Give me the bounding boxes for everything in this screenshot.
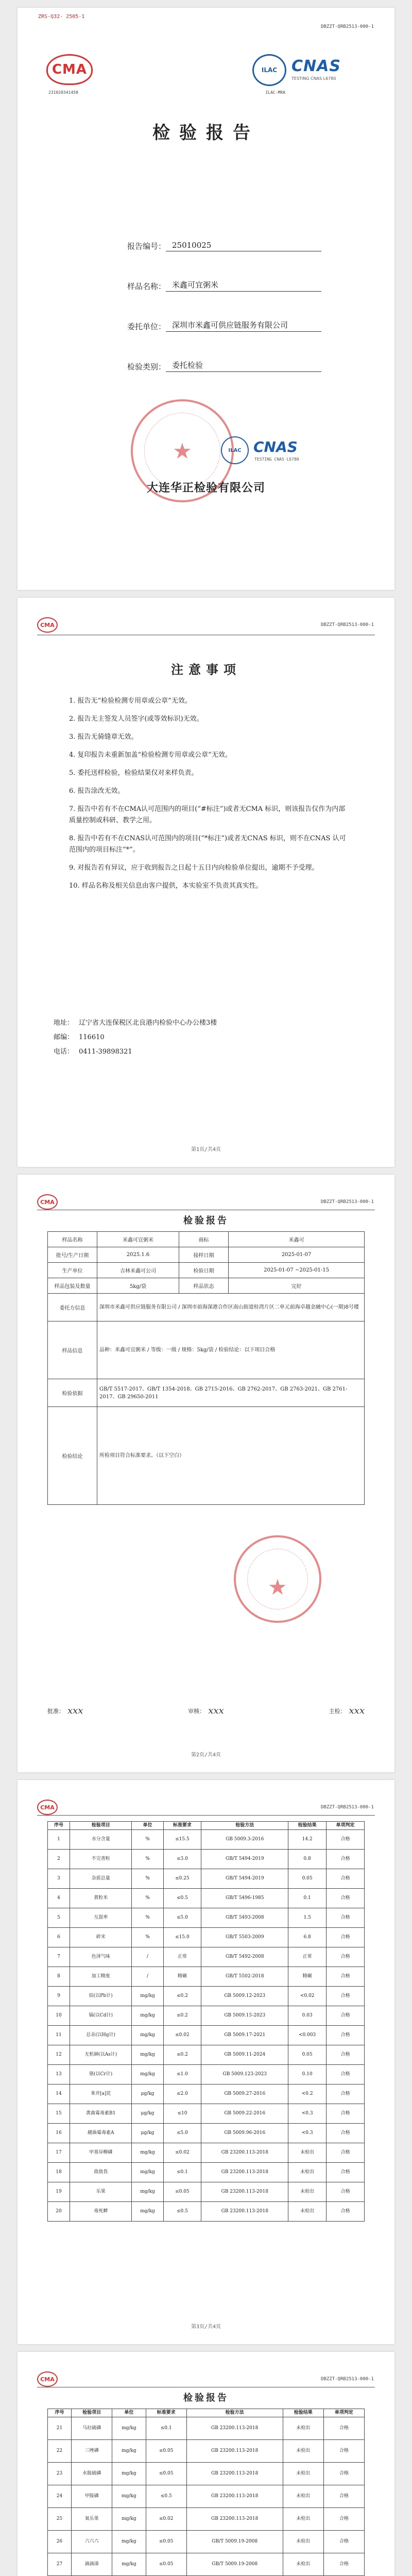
table-cell: 合格 — [327, 1908, 365, 1928]
table-cell: GB/T 5502-2018 — [201, 1967, 288, 1987]
table-cell: ≤5.0 — [163, 2124, 201, 2143]
table-cell: GB 23200.113-2018 — [186, 2463, 283, 2485]
table-cell: 黄曲霉毒素B1 — [70, 2104, 132, 2124]
table-cell: 总汞(以Hg计) — [70, 2026, 132, 2045]
table-cell: GB 5009.11-2024 — [201, 2045, 288, 2065]
table-cell: 合格 — [327, 1967, 365, 1987]
table-cell: 六六六 — [72, 2531, 112, 2553]
table-cell: 9 — [48, 1987, 70, 2006]
signature-icon: xxx — [349, 1705, 365, 1716]
list-item: 5. 委托送样检验，检验结果仅对来样负责。 — [69, 769, 198, 777]
summary-page — [18, 1175, 394, 1772]
table-cell: mg/kg — [132, 2065, 163, 2084]
table-row — [48, 2026, 365, 2045]
table-cell: 25 — [48, 2508, 72, 2531]
table-cell: mg/kg — [112, 2553, 146, 2576]
table-cell: 23 — [48, 2463, 72, 2485]
table-row: 批号/生产日期 2025.1.6 接样日期 2025-01-07 — [48, 1247, 365, 1263]
table-cell: % — [132, 1889, 163, 1908]
table-cell: 合格 — [323, 2440, 364, 2463]
cma-small-logo-icon: CMA — [37, 617, 58, 633]
table-cell: 0.05 — [288, 1869, 327, 1889]
table-cell: 不完善粒 — [70, 1850, 132, 1869]
table-cell: ≤0.05 — [163, 2182, 201, 2202]
table-cell: mg/kg — [132, 2045, 163, 2065]
table-cell: 未检出 — [283, 2463, 323, 2485]
table-cell: ≤0.02 — [163, 2143, 201, 2163]
table-cell: 13 — [48, 2065, 70, 2084]
table-cell: 合格 — [323, 2463, 364, 2485]
sheet-title: 检验报告 — [183, 2393, 229, 2403]
signer-approve: 批准： xxx — [47, 1705, 83, 1716]
table-cell: 7 — [48, 1947, 70, 1967]
table-cell: GB 5009.123-2023 — [201, 2065, 288, 2084]
header-divider — [37, 1815, 375, 1816]
table-cell: mg/kg — [112, 2485, 146, 2508]
table-cell: ≤15.5 — [163, 1830, 201, 1850]
table-cell: 21 — [48, 2417, 72, 2440]
table-cell: 17 — [48, 2143, 70, 2163]
table-cell: GB 5009.15-2023 — [201, 2006, 288, 2026]
table-row — [48, 2143, 365, 2163]
table-cell: 杂质总量 — [70, 1869, 132, 1889]
table-cell: mg/kg — [132, 1987, 163, 2006]
table-cell: GB/T 5503-2009 — [201, 1928, 288, 1947]
table-cell: 合格 — [327, 2026, 365, 2045]
company-name: 大连华正检验有限公司 — [146, 482, 265, 495]
table-row — [48, 2531, 365, 2553]
table-row — [48, 2202, 365, 2222]
cnas-caption: TESTING CNAS L6780 — [291, 76, 336, 81]
notes-list — [69, 696, 347, 899]
report-code: DBZZT-QRB2513-000-1 — [321, 1199, 374, 1205]
table-cell: 8 — [48, 1967, 70, 1987]
table-cell: 乐果 — [70, 2182, 132, 2202]
table-cell: 未检出 — [288, 2143, 327, 2163]
table-cell: 未检出 — [288, 2182, 327, 2202]
table-cell: 马拉硫磷 — [72, 2417, 112, 2440]
table-row — [48, 1928, 365, 1947]
table-cell: 黄粒米 — [70, 1889, 132, 1908]
table-cell: 3 — [48, 1869, 70, 1889]
table-cell: GB 23200.113-2018 — [186, 2417, 283, 2440]
table-cell: GB 5009.3-2016 — [201, 1830, 288, 1850]
table-cell: ≤0.1 — [146, 2417, 186, 2440]
table-cell: 未检出 — [288, 2163, 327, 2182]
table-cell: 0.1 — [288, 1889, 327, 1908]
table-cell: mg/kg — [112, 2508, 146, 2531]
table-cell: μg/kg — [132, 2124, 163, 2143]
table-cell: GB/T 5494-2019 — [201, 1850, 288, 1869]
table-cell: GB 23200.113-2018 — [186, 2440, 283, 2463]
table-row — [48, 1947, 365, 1967]
table-cell: 合格 — [327, 1987, 365, 2006]
table-row — [48, 2084, 365, 2104]
cma-logo-icon: CMA — [46, 54, 93, 85]
table-row — [48, 1889, 365, 1908]
list-item: 4. 复印报告未重新加盖“检验检测专用章或公章”无效。 — [69, 751, 232, 759]
table-cell: 甲胺磷 — [72, 2485, 112, 2508]
table-cell: ≤0.02 — [163, 2026, 201, 2045]
cma-small-logo-icon: CMA — [37, 2371, 58, 2387]
ilac-caption: ILAC-MRA — [265, 90, 285, 95]
table-cell: 0.03 — [288, 2006, 327, 2026]
table-cell: 碎米 — [70, 1928, 132, 1947]
table-cell: ≤0.25 — [163, 1869, 201, 1889]
table-cell: 合格 — [323, 2417, 364, 2440]
table-cell: 合格 — [327, 1850, 365, 1869]
table-row — [48, 2163, 365, 2182]
table-cell: 合格 — [327, 2084, 365, 2104]
table-cell: 6.8 — [288, 1928, 327, 1947]
table-cell: 合格 — [327, 2065, 365, 2084]
cover-field-report-no: 报告编号： 25010025 — [105, 211, 321, 251]
table-cell: 0.05 — [288, 2045, 327, 2065]
items-table — [47, 1821, 365, 2222]
table-cell: 未检出 — [283, 2485, 323, 2508]
table-cell: ≤3.0 — [163, 1850, 201, 1869]
table-cell: 合格 — [323, 2531, 364, 2553]
table-cell: ≤0.5 — [163, 1889, 201, 1908]
sheet-title: 检验报告 — [183, 1215, 229, 1226]
table-cell: ≤0.2 — [163, 2045, 201, 2065]
table-cell: 27 — [48, 2553, 72, 2576]
cover-field-category: 检验类别： 委托检验 — [105, 332, 321, 372]
table-row — [48, 1908, 365, 1928]
list-item: 3. 报告无骑缝章无效。 — [69, 733, 138, 741]
table-cell: 未检出 — [283, 2531, 323, 2553]
table-row — [48, 2182, 365, 2202]
table-cell: 合格 — [327, 2124, 365, 2143]
signer-review: 审核： xxx — [188, 1705, 224, 1716]
official-seal-icon — [234, 1535, 321, 1623]
table-cell: 互混率 — [70, 1908, 132, 1928]
table-cell: 12 — [48, 2045, 70, 2065]
table-cell: 镉(以Cd计) — [70, 2006, 132, 2026]
report-code-left: ZRS-Q32- 2505-1 — [38, 14, 85, 20]
table-cell: 合格 — [327, 1889, 365, 1908]
table-cell: 10 — [48, 2006, 70, 2026]
table-cell: 合格 — [327, 1830, 365, 1850]
table-cell: GB 5009.22-2016 — [201, 2104, 288, 2124]
page-number: 第3页/共4页 — [191, 2324, 221, 2330]
table-cell: ≤2.0 — [163, 2084, 201, 2104]
table-cell: GB 23200.113-2018 — [186, 2508, 283, 2531]
table-cell: mg/kg — [112, 2531, 146, 2553]
table-cell: ≤0.05 — [146, 2531, 186, 2553]
table-cell: 敌敌畏 — [70, 2163, 132, 2182]
table-row: 委托方信息 深圳市米鑫可供应链服务有限公司 / 深圳市前海深港合作区南山街道桂湾片区二单元前海卓越金融中心(一期)8号楼 — [48, 1294, 365, 1321]
table-cell: 未检出 — [283, 2553, 323, 2576]
table-cell: 合格 — [327, 2182, 365, 2202]
list-item: 7. 报告中若有不在CMA认可范围内的项目(“#标注”)或者无CMA 标识，则该报告仅作为内部质量控制或科研、教学之用。 — [69, 805, 346, 824]
table-cell: 铬(以Cr计) — [70, 2065, 132, 2084]
table-cell: GB 23200.113-2018 — [201, 2163, 288, 2182]
table-cell: 无机砷(以As计) — [70, 2045, 132, 2065]
table-cell: <0.3 — [288, 2124, 327, 2143]
table-cell: 合格 — [327, 2163, 365, 2182]
cover-page — [18, 8, 394, 590]
cma-caption: 231020341458 — [48, 90, 78, 95]
cover-field-client: 委托单位： 深圳市米鑫可供应链服务有限公司 — [105, 292, 321, 332]
table-cell: 水胺硫磷 — [72, 2463, 112, 2485]
table-cell: 6 — [48, 1928, 70, 1947]
table-cell: % — [132, 1908, 163, 1928]
table-cell: 甲基异柳磷 — [70, 2143, 132, 2163]
table-cell: GB 5009.27-2016 — [201, 2084, 288, 2104]
table-cell: 水分含量 — [70, 1830, 132, 1850]
table-row — [48, 2104, 365, 2124]
table-row: 检验依据 GB/T 5517-2017、GB/T 1354-2018、GB 2715-2016、GB 2762-2017、GB 2763-2021、GB 2761-2017、GB 29650-2011 — [48, 1379, 365, 1407]
table-cell: 18 — [48, 2163, 70, 2182]
report-code: DBZZT-QRB2513-000-1 — [321, 1805, 374, 1810]
table-cell: ≤1.0 — [163, 2065, 201, 2084]
table-cell: ≤10 — [163, 2104, 201, 2124]
table-cell: 1 — [48, 1830, 70, 1850]
cover-fields — [105, 211, 321, 372]
table-cell: <0.3 — [288, 2104, 327, 2124]
table-cell: 加工精度 — [70, 1967, 132, 1987]
table-cell: 未检出 — [283, 2508, 323, 2531]
table-cell: 16 — [48, 2124, 70, 2143]
notes-page — [18, 598, 394, 1167]
contact-postcode: 邮编： 116610 — [54, 1033, 105, 1041]
list-item: 10. 样品名称及相关信息由客户提供，本实验室不负责其真实性。 — [69, 882, 263, 890]
table-cell: 铅(以Pb计) — [70, 1987, 132, 2006]
table-cell: 合格 — [323, 2485, 364, 2508]
table-cell: 24 — [48, 2485, 72, 2508]
table-cell: GB/T 5496-1985 — [201, 1889, 288, 1908]
table-cell: mg/kg — [112, 2417, 146, 2440]
table-cell: mg/kg — [112, 2463, 146, 2485]
cover-title: 检验报告 — [152, 123, 260, 143]
table-row — [48, 2440, 365, 2463]
table-row — [48, 2124, 365, 2143]
table-cell: <0.02 — [288, 1987, 327, 2006]
table-cell: 精碾 — [288, 1967, 327, 1987]
table-cell: ≤0.5 — [163, 2202, 201, 2222]
table-cell: 正常 — [163, 1947, 201, 1967]
table-cell: GB 5009.96-2016 — [201, 2124, 288, 2143]
table-cell: 0.8 — [288, 1850, 327, 1869]
table-cell: 26 — [48, 2531, 72, 2553]
items-table — [47, 2409, 365, 2576]
items-page-2 — [18, 2352, 394, 2576]
table-cell: 14 — [48, 2084, 70, 2104]
table-cell: 毒死蜱 — [70, 2202, 132, 2222]
table-cell: mg/kg — [132, 2026, 163, 2045]
ilac-logo-small-icon: ILAC — [221, 436, 249, 464]
table-cell: GB 23200.113-2018 — [201, 2202, 288, 2222]
table-cell: 合格 — [323, 2508, 364, 2531]
table-cell: GB 5009.12-2023 — [201, 1987, 288, 2006]
table-cell: mg/kg — [132, 2202, 163, 2222]
table-cell: GB 23200.113-2018 — [201, 2182, 288, 2202]
table-cell: 15 — [48, 2104, 70, 2124]
table-cell: 色泽气味 — [70, 1947, 132, 1967]
table-cell: ≤0.2 — [163, 2006, 201, 2026]
table-header-row: 序号 检验项目 单位 标准要求 检验方法 检验结果 单项判定 — [48, 1822, 365, 1830]
table-row: 检验结论 所检项目符合标准要求。（以下空白） — [48, 1407, 365, 1505]
table-header-row: 序号 检验项目 单位 标准要求 检验方法 检验结果 单项判定 — [48, 2409, 365, 2417]
notes-title: 注意事项 — [171, 663, 241, 677]
report-code: DBZZT-QRB2513-000-1 — [321, 622, 374, 628]
table-cell: GB 5009.17-2021 — [201, 2026, 288, 2045]
list-item: 6. 报告涂改无效。 — [69, 787, 125, 795]
table-cell: 未检出 — [288, 2202, 327, 2222]
signer-main: 主检： xxx — [329, 1705, 365, 1716]
table-cell: 1.5 — [288, 1908, 327, 1928]
table-cell: % — [132, 1928, 163, 1947]
table-cell: 19 — [48, 2182, 70, 2202]
table-cell: % — [132, 1869, 163, 1889]
table-cell: GB/T 5009.19-2008 — [186, 2553, 283, 2576]
table-cell: % — [132, 1850, 163, 1869]
table-cell: 合格 — [327, 2006, 365, 2026]
list-item: 8. 报告中若有不在CNAS认可范围内的项目(“*标注”)或者无CNAS 标识，则不在CNAS 认可范围内的项目标注“*”。 — [69, 835, 346, 854]
table-row — [48, 1830, 365, 1850]
table-row — [48, 2508, 365, 2531]
table-row — [48, 1850, 365, 1869]
table-cell: ≤15.0 — [163, 1928, 201, 1947]
list-item: 1. 报告无“检验检测专用章或公章”无效。 — [69, 697, 192, 705]
list-item: 9. 对报告若有异议，应于收到报告之日起十五日内向检验单位提出，逾期不予受理。 — [69, 864, 319, 872]
report-code: DBZZT-QRB2513-000-1 — [321, 2377, 374, 2382]
table-cell: 22 — [48, 2440, 72, 2463]
table-row — [48, 2553, 365, 2576]
table-cell: GB 23200.113-2018 — [186, 2485, 283, 2508]
table-row — [48, 2485, 365, 2508]
table-cell: 4 — [48, 1889, 70, 1908]
cnas-logo-icon: CNAS TESTING CNAS L6780 — [291, 57, 369, 88]
table-cell: 0.10 — [288, 2065, 327, 2084]
table-cell: 合格 — [327, 1947, 365, 1967]
table-cell: mg/kg — [132, 2143, 163, 2163]
table-cell: 2 — [48, 1850, 70, 1869]
table-row — [48, 1869, 365, 1889]
table-row — [48, 2463, 365, 2485]
table-cell: μg/kg — [132, 2104, 163, 2124]
table-cell: 20 — [48, 2202, 70, 2222]
table-cell: 合格 — [327, 2104, 365, 2124]
table-cell: 三唑磷 — [72, 2440, 112, 2463]
page-number: 第2页/共4页 — [191, 1752, 221, 1758]
table-cell: GB/T 5492-2008 — [201, 1947, 288, 1967]
table-cell: % — [132, 1830, 163, 1850]
table-cell: ≤5.0 — [163, 1908, 201, 1928]
cma-small-logo-icon: CMA — [37, 1800, 58, 1815]
table-row: 样品名称 米鑫可宜粥米 商标 米鑫可 — [48, 1232, 365, 1247]
table-cell: 苯并[a]芘 — [70, 2084, 132, 2104]
signature-icon: xxx — [208, 1705, 224, 1716]
table-row: 样品包装及数量 5kg/袋 样品状态 完好 — [48, 1278, 365, 1294]
table-cell: GB 23200.113-2018 — [201, 2143, 288, 2163]
cover-field-sample: 样品名称： 米鑫可宜粥米 — [105, 251, 321, 292]
table-row: 样品信息 品种：米鑫可宜粥米 / 等级：一级 / 规格：5kg/袋 / 检验结论：以下项目合格 — [48, 1321, 365, 1379]
signature-row — [47, 1705, 365, 1716]
table-cell: mg/kg — [112, 2440, 146, 2463]
table-row — [48, 2045, 365, 2065]
page-number: 第1页/共4页 — [191, 1147, 221, 1153]
table-cell: 合格 — [327, 1869, 365, 1889]
table-cell: ≤0.05 — [146, 2463, 186, 2485]
table-cell: GB/T 5009.19-2008 — [186, 2531, 283, 2553]
table-cell: / — [132, 1947, 163, 1967]
table-cell: 合格 — [327, 2045, 365, 2065]
table-cell: GB/T 5493-2008 — [201, 1908, 288, 1928]
table-cell: 合格 — [327, 1928, 365, 1947]
contact-info — [54, 1016, 217, 1059]
signature-icon: xxx — [67, 1705, 83, 1716]
table-cell: 未检出 — [283, 2417, 323, 2440]
table-cell: 氧乐果 — [72, 2508, 112, 2531]
table-cell: <0.2 — [288, 2084, 327, 2104]
table-cell: ≤0.05 — [146, 2553, 186, 2576]
table-cell: mg/kg — [132, 2006, 163, 2026]
table-cell: 合格 — [323, 2553, 364, 2576]
table-cell: 14.2 — [288, 1830, 327, 1850]
table-cell: 合格 — [327, 2202, 365, 2222]
table-cell: 未检出 — [283, 2440, 323, 2463]
ilac-logo-icon: ILAC — [252, 54, 286, 86]
contact-phone: 电话： 0411-39898321 — [54, 1048, 132, 1056]
list-item: 2. 报告无主签发人员签字(或等效标识)无效。 — [69, 715, 203, 723]
table-row — [48, 1967, 365, 1987]
table-row: 生产单位 吉林米鑫可公司 检验日期 2025-01-07 ~2025-01-15 — [48, 1263, 365, 1278]
table-cell: ≤0.05 — [146, 2440, 186, 2463]
table-cell: 精碾 — [163, 1967, 201, 1987]
table-cell: ≤0.02 — [146, 2508, 186, 2531]
table-cell: / — [132, 1967, 163, 1987]
cma-small-logo-icon: CMA — [37, 1194, 58, 1210]
table-row — [48, 2417, 365, 2440]
table-cell: GB/T 5494-2019 — [201, 1869, 288, 1889]
table-cell: 11 — [48, 2026, 70, 2045]
table-cell: μg/kg — [132, 2084, 163, 2104]
table-cell: ≤0.1 — [163, 2163, 201, 2182]
table-cell: 赭曲霉毒素A — [70, 2124, 132, 2143]
items-page-1 — [18, 1780, 394, 2344]
report-code-right: DBZZT-QRB2513-000-1 — [321, 24, 374, 29]
table-cell: mg/kg — [132, 2182, 163, 2202]
table-row — [48, 1987, 365, 2006]
cnas-logo-small-icon: CNAS — [253, 438, 298, 455]
contact-address: 地址： 辽宁省大连保税区北良港内检验中心办公楼3楼 — [54, 1019, 217, 1027]
table-cell: ≤0.5 — [146, 2485, 186, 2508]
table-cell: 滴滴涕 — [72, 2553, 112, 2576]
table-row — [48, 2006, 365, 2026]
table-cell: 合格 — [327, 2143, 365, 2163]
table-cell: 5 — [48, 1908, 70, 1928]
cnas-subtitle: TESTING CNAS L6780 — [254, 457, 299, 462]
summary-table — [47, 1231, 365, 1505]
table-cell: ≤0.2 — [163, 1987, 201, 2006]
table-cell: mg/kg — [132, 2163, 163, 2182]
table-row — [48, 2065, 365, 2084]
table-cell: <0.003 — [288, 2026, 327, 2045]
table-cell: 正常 — [288, 1947, 327, 1967]
